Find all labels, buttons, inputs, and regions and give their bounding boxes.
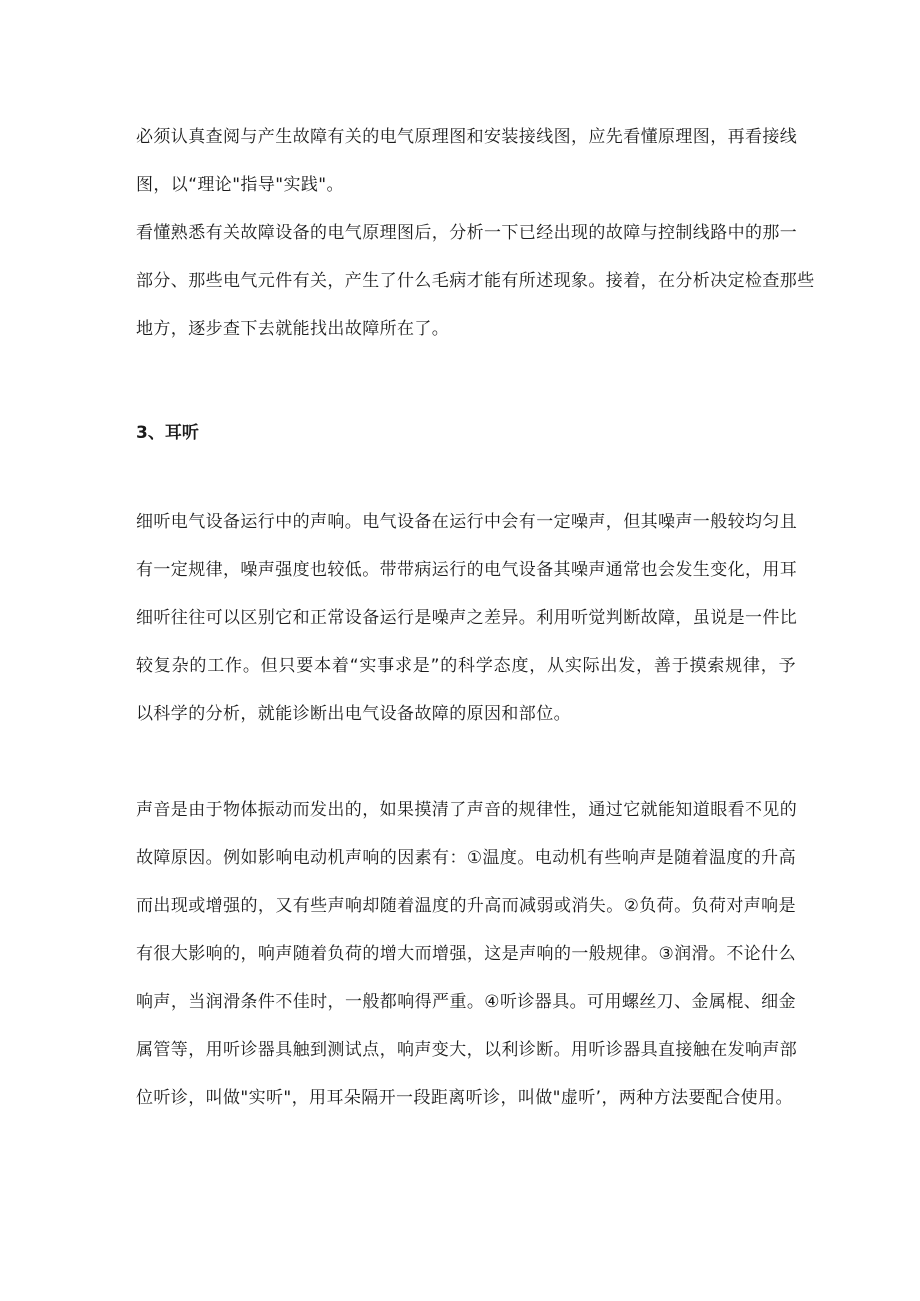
paragraph-3-line-5: 以科学的分析，就能诊断出电气设备故障的原因和部位。: [136, 704, 571, 724]
paragraph-4-line-4: 有很大影响的，响声随着负荷的增大而增强，这是声响的一般规律。③润滑。不论什么: [136, 944, 796, 964]
paragraph-2-line-2: 部分、那些电气元件有关，产生了什么毛病才能有所述现象。接着，在分析决定检查那些: [136, 271, 815, 291]
paragraph-1-line-2: 图，以“理论"指导"实践"。: [136, 175, 344, 195]
paragraph-4: [136, 786, 796, 1122]
paragraph-4-line-5: 响声，当润滑条件不佳时，一般都响得严重。④听诊器具。可用螺丝刀、金属棍、细金: [136, 992, 796, 1012]
paragraph-4-line-3: 而出现或增强的，又有些声响却随着温度的升高而减弱或消失。②负荷。负荷对声响是: [136, 896, 796, 916]
paragraph-1: [136, 113, 796, 209]
paragraph-3-line-4: 较复杂的工作。但只要本着“实事求是”的科学态度，从实际出发，善于摸索规律，予: [136, 656, 796, 676]
paragraph-3-line-3: 细听往往可以区别它和正常设备运行是噪声之差异。利用听觉判断故障，虽说是一件比: [136, 608, 798, 628]
paragraph-2-line-1: 看懂熟悉有关故障设备的电气原理图后，分析一下已经出现的故障与控制线路中的那一: [136, 223, 798, 243]
paragraph-4-line-6: 属管等，用听诊器具触到测试点，响声变大，以利诊断。用听诊器具直接触在发响声部: [136, 1040, 798, 1060]
section-heading: 3、耳听: [136, 423, 199, 443]
paragraph-2: [136, 209, 815, 353]
paragraph-3: [136, 498, 796, 738]
paragraph-3-line-2: 有一定规律，噪声强度也较低。带带病运行的电气设备其噪声通常也会发生变化，用耳: [136, 560, 798, 580]
paragraph-3-line-1: 细听电气设备运行中的声响。电气设备在运行中会有一定噪声，但其噪声一般较均匀且: [136, 512, 798, 532]
paragraph-4-line-1: 声音是由于物体振动而发出的，如果摸清了声音的规律性，通过它就能知道眼看不见的: [136, 800, 798, 820]
paragraph-1-line-1: 必须认真查阅与产生故障有关的电气原理图和安装接线图，应先看懂原理图，再看接线: [136, 127, 798, 147]
paragraph-4-line-7: 位听诊，叫做"实听"，用耳朵隔开一段距离听诊，叫做"虚听’，两种方法要配合使用。: [136, 1088, 793, 1108]
paragraph-4-line-2: 故障原因。例如影响电动机声响的因素有：①温度。电动机有些响声是随着温度的升高: [136, 848, 796, 868]
paragraph-2-line-3: 地方，逐步查下去就能找出故障所在了。: [136, 319, 450, 339]
